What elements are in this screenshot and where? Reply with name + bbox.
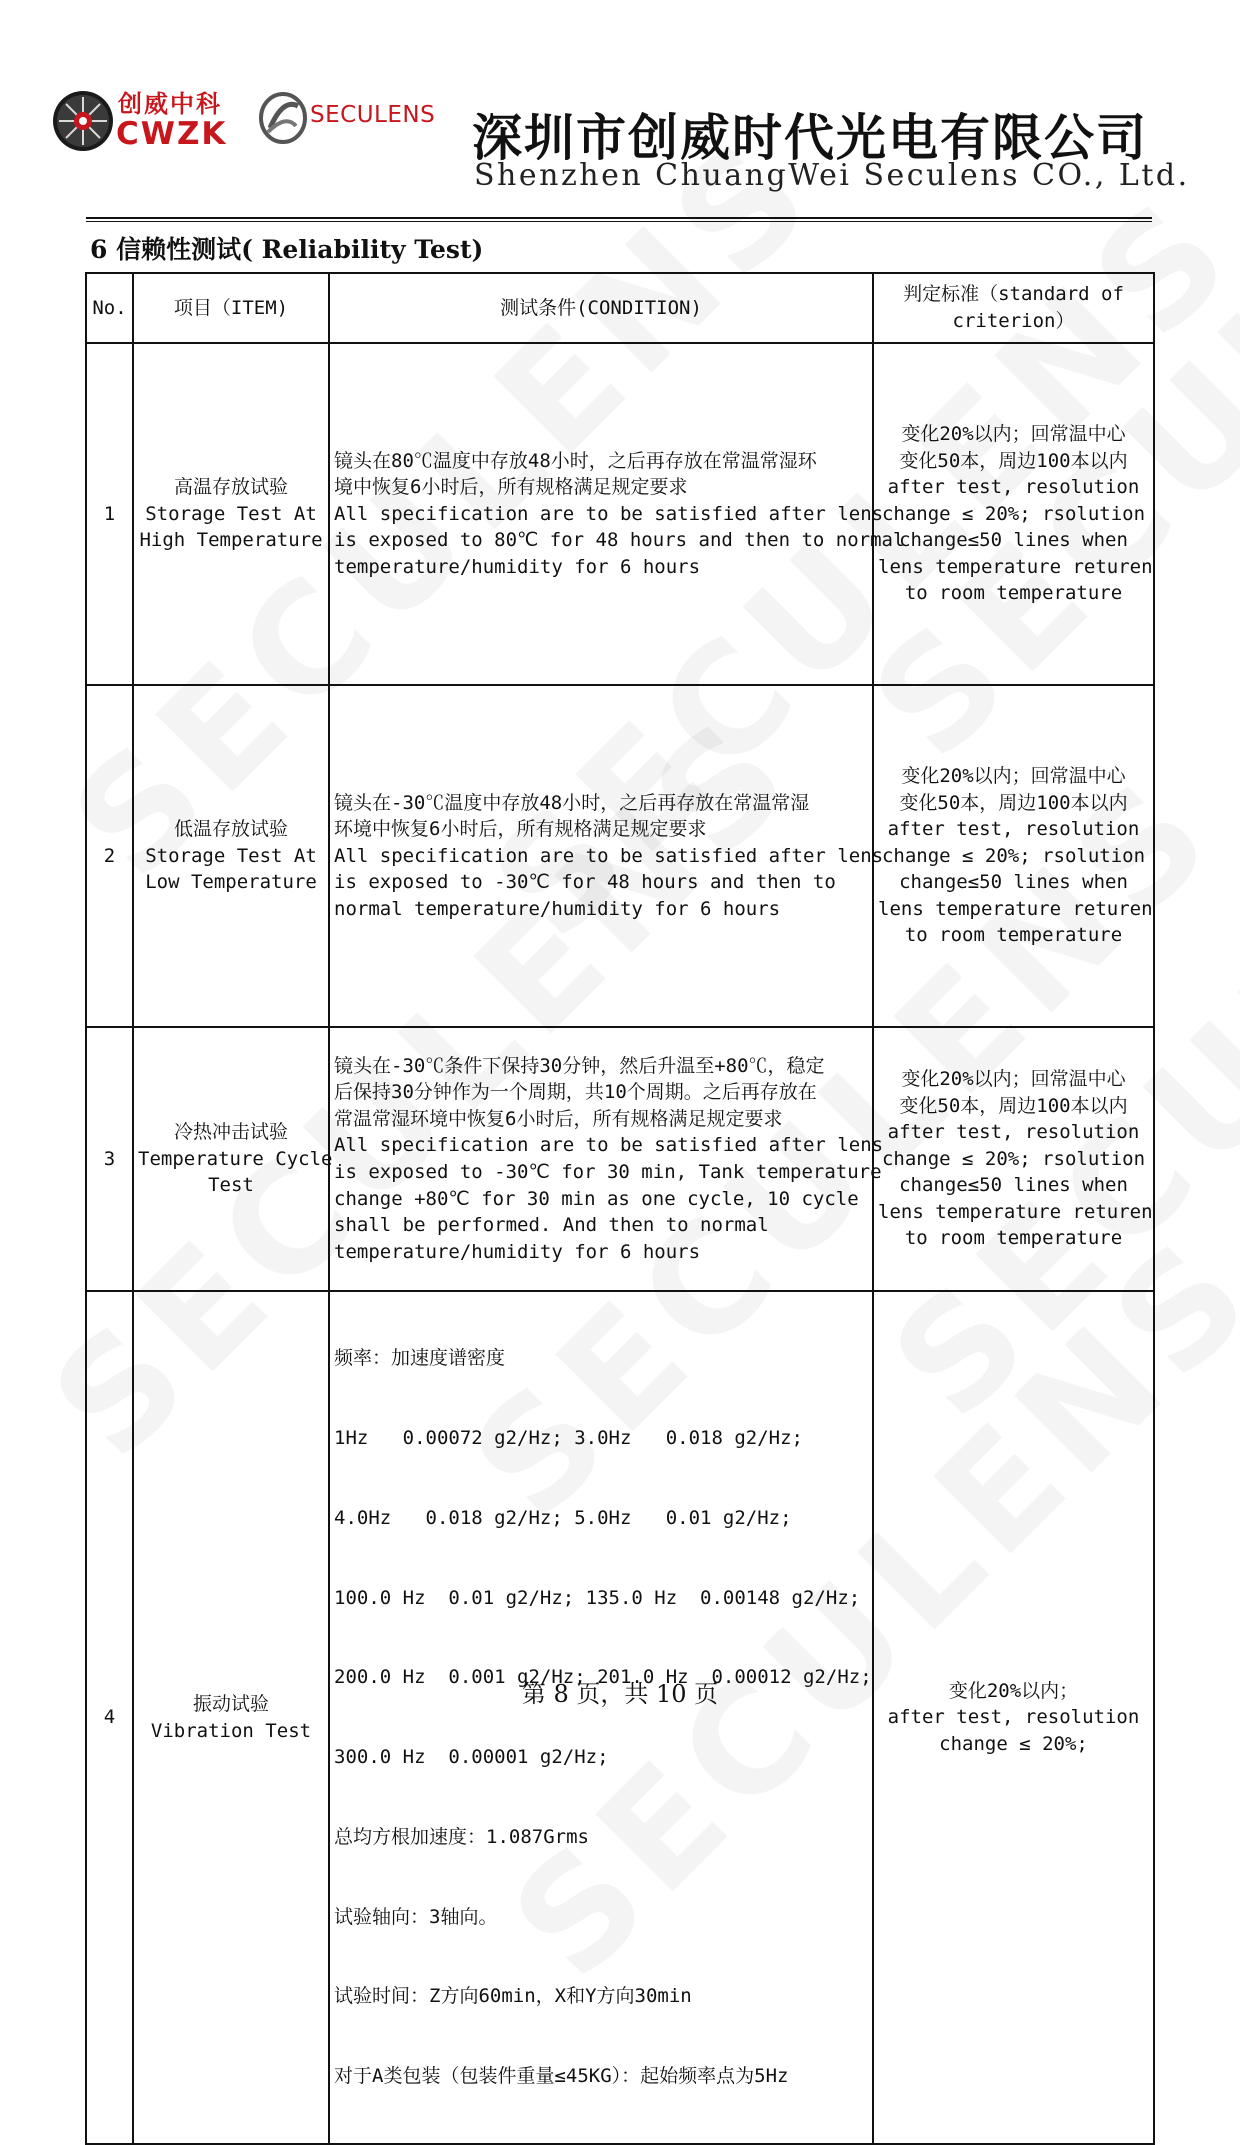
header-divider [86, 221, 1152, 222]
row-number: 4 [86, 1291, 133, 2144]
page-number: 第 8 页，共 10 页 [521, 1680, 719, 1708]
row-criterion: 变化20%以内；回常温中心 变化50本，周边100本以内 after test, resolution change ≤ 20%; rsolution change≤50 lines when lens temperature returen to room temperature [873, 343, 1154, 685]
row-criterion: 变化20%以内； after test, resolution change ≤ 20%; [873, 1291, 1154, 2144]
row-number: 3 [86, 1027, 133, 1291]
table-row [86, 1291, 1154, 2144]
logo-cn-text: 创威中科 [118, 89, 222, 118]
turbine-icon [52, 90, 114, 152]
header-divider [86, 217, 1152, 219]
header-criterion: 判定标准（standard of criterion） [873, 273, 1154, 343]
section-title: 6 信赖性测试( Reliability Test) [90, 235, 484, 264]
header-condition: 测试条件(CONDITION) [329, 273, 873, 343]
row-condition: 镜头在-30℃条件下保持30分钟，然后升温至+80℃，稳定 后保持30分钟作为一个周期，共10个周期。之后再存放在 常温常湿环境中恢复6小时后，所有规格满足规定要求 All specification are to be satisfied after lens is exposed to -30℃ for 30 min, Tank temperature change +80℃ for 30 min as one cycle, 10 cycle shall be performed. And then to normal temperature/humidity for 6 hours [329, 1027, 873, 1291]
row-item: 低温存放试验 Storage Test At Low Temperature [133, 685, 329, 1027]
header-no: No. [86, 273, 133, 343]
header-item: 项目（ITEM) [133, 273, 329, 343]
row-condition: 镜头在80℃温度中存放48小时，之后再存放在常温常湿环 境中恢复6小时后，所有规格满足规定要求 All specification are to be satisfied after lens is exposed to 80℃ for 48 hours and then to normal temperature/humidity for 6 hours [329, 343, 873, 685]
company-name-cn: 深圳市创威时代光电有限公司 [472, 109, 1148, 167]
seculens-text: SECULENS [310, 102, 436, 128]
seculens-logo [258, 92, 458, 148]
reliability-table [85, 272, 1155, 2145]
logo-en-text: CWZK [116, 116, 228, 152]
row-number: 1 [86, 343, 133, 685]
row-criterion: 变化20%以内；回常温中心 变化50本，周边100本以内 after test, resolution change ≤ 20%; rsolution change≤50 lines when lens temperature returen to room temperature [873, 1027, 1154, 1291]
table-row [86, 343, 1154, 685]
cwzk-logo [52, 86, 252, 156]
row-condition: 镜头在-30℃温度中存放48小时，之后再存放在常温常湿 环境中恢复6小时后，所有规格满足规定要求 All specification are to be satisfied after lens is exposed to -30℃ for 48 hours and then to normal temperature/humidity for 6 hours [329, 685, 873, 1027]
row-number: 2 [86, 685, 133, 1027]
row-item: 振动试验 Vibration Test [133, 1291, 329, 2144]
table-header-row [86, 273, 1154, 343]
row-condition: 频率：加速度谱密度 1Hz 0.00072 g2/Hz; 3.0Hz 0.018 g2/Hz; 4.0Hz 0.018 g2/Hz; 5.0Hz 0.01 g2/Hz; 100.0 Hz 0.01 g2/Hz; 135.0 Hz 0.00148 g2/Hz; 200.0 Hz 0.001 g2/Hz; 201.0 Hz 0.00012 g2/Hz; 300.0 Hz 0.00001 g2/Hz; 总均方根加速度：1.087Grms 试验轴向：3轴向。 试验时间：Z方向60min，X和Y方向30min 对于A类包装（包装件重量≤45KG）：起始频率点为5Hz [329, 1291, 873, 2144]
row-item: 冷热冲击试验 Temperature Cycle Test [133, 1027, 329, 1291]
row-criterion: 变化20%以内；回常温中心 变化50本，周边100本以内 after test, resolution change ≤ 20%; rsolution change≤50 lines when lens temperature returen to room temperature [873, 685, 1154, 1027]
page-header [0, 0, 1240, 230]
row-item: 高温存放试验 Storage Test At High Temperature [133, 343, 329, 685]
swirl-logo-icon [258, 92, 308, 144]
company-name-en: Shenzhen ChuangWei Seculens CO., Ltd. [474, 158, 1190, 193]
table-row [86, 1027, 1154, 1291]
table-row [86, 685, 1154, 1027]
